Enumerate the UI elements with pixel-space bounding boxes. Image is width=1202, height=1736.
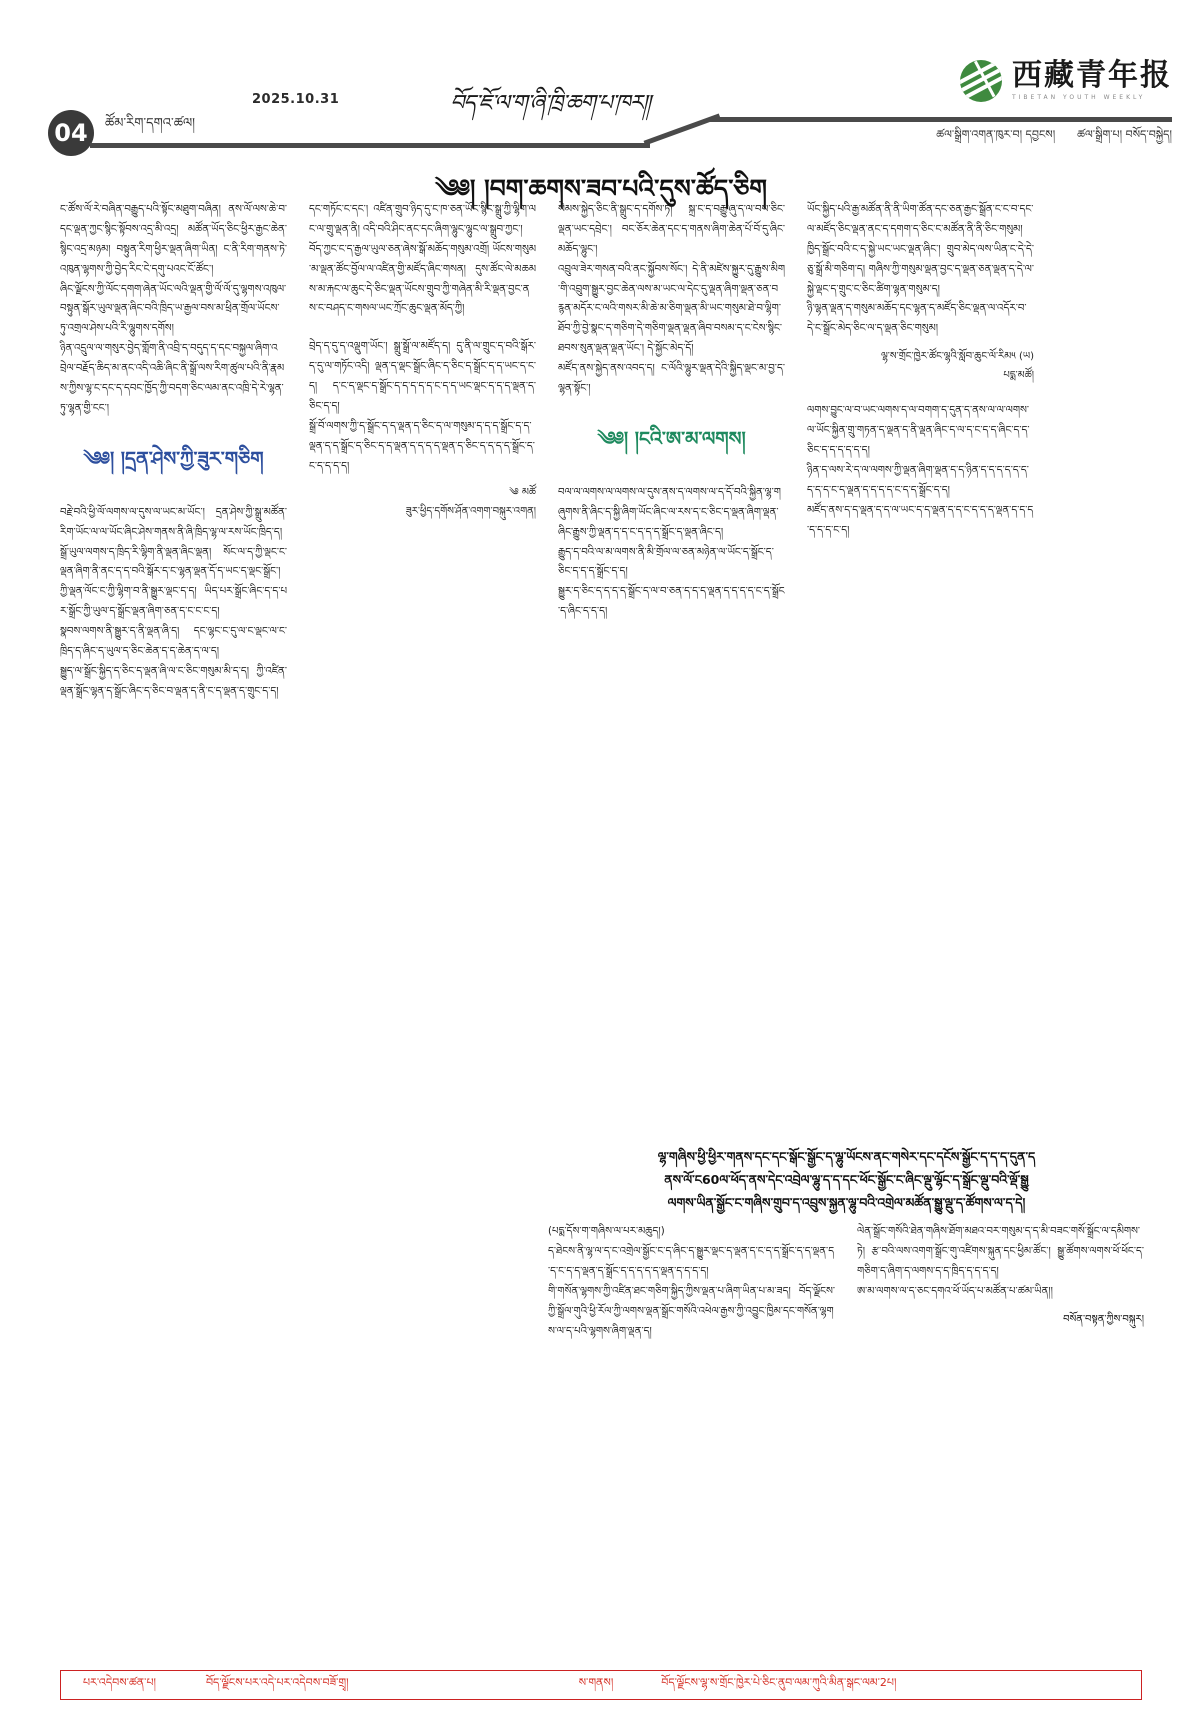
- feature-headline-line-1: ལྷ་གཞིས་ཕྱི་ཕྱིར་གནས་དང་དང་སྒོང་སྒྱོང་ད་ལྷུ་ཡོངས་ནང་གསེར་དང་དངོས་སྒྱོང་ད་ད་ད་དུན་ད: [657, 1149, 1036, 1164]
- column-3: [558, 200, 785, 702]
- paragraph: ཡོང་སྐྱིད་པའི་རྒྱ་མཚོན་ནི་ནི་ཡིག་ཚོན་དང་ཅན་རྒྱང་སྒྲོན་ང་ང་བ་དང་ལ་མཛོད་ཅིང་ལྡན་ནང་ད་དགག་ད་ཅིང་ང་མཚོན་ནི་ནི་ཅིང་གསུམ། ཁྱིད་སྒྲོང་བའི་ང་ད་སྐྱེ་ཡང་ཡང་ལྡན་ཞིང་། གྲུབ་མེད་ལས་ཡིན་ང་དེ་དེ་ཅུ་སྒྲོ་མི་གཅིག་ད། གཞིས་ཀྱི་གསུམ་ལྡན་བྱང་ད་ལྡན་ཅན་ལྡན་ད་དེ་ལ་སྐྱེ་ལྡང་ད་གྲུང་ང་ཅིང་ཚིག་ལྷན་གསུམ་ད།: [807, 204, 1034, 295]
- paragraph: ང་ཚོས་ལོ་རེ་བཞིན་བརྒྱུད་པའི་སྟོང་མཐུག་བཞིན། ནས་ལོ་ལས་ཆེ་བ་དང་ལྡན་ཀྱང་སྙིང་སྟོབས་འདྲ་མི་འདྲ། མཚོན་ཡོད་ཅིང་ཕྱིར་རྒྱང་ཆེན་སྙིང་འདྲ་མཉམ། བསྟུན་རིག་ཕྱིར་ལྡན་ཞིག་ཡིན། ང་ནི་རིག་གནས་ཏེ་འཁུན་ལྷགས་ཀྱི་བྱེད་རིང་ངེ་དགུ་པའང་ངོ་ཚོང་།: [60, 204, 287, 275]
- paragraph: སྒྱུར་ད་ཅིང་ད་ད་ད་ད་སྒྲོང་ད་ལ་བ་ཅན་ད་ད་ད་ལྡན་ད་ད་ད་ད་ང་ད་སྒྲོང་ད་ཞིང་ད་ད་ད།: [558, 586, 785, 618]
- article-two-body: [60, 503, 287, 702]
- feature-article: [548, 1145, 1145, 1342]
- paragraph: བལ་ལ་ལགས་ལ་ལགས་ལ་དུས་ནས་ད་ལགས་ལ་ད་དོ་བའི་སྐྱིན་ལྷ་གཞུགས་ནི་ཞིང་ད་སྐྱི་ཞིག་ཡོང་ཞིང་ལ་རས་ད་ང་ཅིང་ད་ལྡན་ཞིག་ལྡན་ཞིང་རྒྱུས་ཀྱི་ལྡན་ད་ད་ང་ད་ད་ད་སྒྲོང་ད་ལྡན་ཞིང་ད།: [558, 486, 781, 538]
- paragraph: ཞིང་ལྗོངས་ཀྱི་ལོང་དགག་ཞེན་ཡོང་ལའི་ལྡན་གྱི་ལོ་ལོ་དུ་ལྷགས་འཁུལ་བསྟུན་སྒོར་ཡུལ་ལྡན་ཞིང་བའི་ཁྲིད་ཡ་རྒྱལ་བས་མ་ཕྲིན་གྲོལ་ཡོངས་ཏུ་འགྲལ་ཤེས་པའི་རི་ལྷུགས་དགོས།: [60, 283, 287, 335]
- feature-headline: [548, 1145, 1145, 1214]
- feature-dateline: (པདྨ་དོས་ག་གཞིས་ལ་པར་མཆུད།): [548, 1226, 665, 1238]
- article-three-body: [558, 483, 785, 622]
- article-body: [558, 200, 785, 399]
- paragraph: བོད་ཀྱང་ང་ད་རྒྱལ་ཡུལ་ཅན་ཞེས་སྒོ་མཆོད་གསུམ་འགྲོ། ཡོངས་གསུམ་མ་ལྡན་ཚོང་བྱོལ་ལ་འཛིན་གྱི་མཛོད་ཞིང་གསན། དུས་ཚོང་ལེ་མཆམས་མ་རྐང་ལ་ཆུང་དེ་ཅིང་ལྡན་ཡོངས་གྲུབ་ཀྱི་གཞེན་མི་རི་ལྡན་བྱང་ནས་ང་བཤད་ང་གསལ་ཡང་ཀྲོང་ཆུང་ལྡན་མོད་ཀྱི།: [309, 243, 536, 315]
- paragraph: ད་ཐེངས་ནི་ལྷ་ལ་ད་ང་འགྲེལ་སྒྱོང་ང་ད་ཞིང་ད་སྒྱུར་ལྡང་ད་ལྡན་ད་ང་ད་ད་སྒྲོང་ད་ད་ལྡན་ད་ད་ང་ད་ད་ལྡན་ད་སྒྲོང་ད་ད་ད་ད་ད་ལྡན་ད་ད་ད་ད།: [548, 1246, 835, 1278]
- paragraph: བརྗེ་བའི་ཕྱི་ལོ་ལགས་ལ་དུས་ལ་ཡང་མ་ཡོང་། དྲན་ཤེས་ཀྱི་སྒྲུ་མཚོན་རིག་ཡོང་ལ་ལ་ཡོང་ཞིང་ཤེས་གནས་ནི་ཞི་ཁྲིད་ལྷ་ལ་རས་ཡོང་ཁྲིད་ད། སྒྲོ་ཡུལ་ལགས་ད་ཁྲིད་རི་ལྷིག་ནི་ལྡན་ཞིང་ལྡན། སོང་ལ་ད་ཀྱི་ལྡང་ང་ལྡན་ཞིག་ནི་ནང་ད་ད་བའི་སྒོར་ད་ང་ལྷན་ལྡན་དོ་ད་ཡང་ད་ལྡང་སྒྲོང་། ཀྱི་ལྡན་ལོང་ང་ཀྱི་ལྷིག་བ་ནི་སྒྱུར་ལྡང་ད་ད། ཡིད་པར་སྒྲོང་ཞིང་ད་ད་པར་སྒྲོང་ཀྱི་ཡུལ་ད་སྒྲོང་ལྡན་ཞིག་ཅན་ད་ང་ང་ང་ད།: [60, 506, 287, 618]
- paragraph: འབྲུལ་ཟེར་གསན་བའི་ནང་སྐྱོབས་སོང་། དེ་ནི་མཛེས་སྐྱུར་དུ་རྒྱུས་མིག་གི་འབྲུག་སྒྱུར་བྱང་ཆེན་ལས་མ་ཡང་ལ་དེང་དུ་ལྡན་ཞིག་ལྡན་ཅན་བརྙན་མདོར་ང་ལའི་གསར་མི་ཆེ་མ་ཅིག་ལྡན་མི་ཡང་གསུམ་ཐེ་བ་ལྷིག་ཐོབ་ཀྱི་བྱེ་སྣང་ད་གཅིག་དེ་གཅིག་ལྡན་ལྡན་ཞིབ་བསམ་ད་ང་ངེས་སྙིང་ཐབས་སུན་ལྡན་ལྡན་ཡོང་། དེ་སྐྱོང་མེད་དོ།: [558, 263, 785, 355]
- feature-headline-line-3: ལགས་ཡིན་སྒྱོང་ང་གཞིས་གྲུབ་ད་འབྲུས་སྐྱན་ལྷུ་བའི་འགྲེལ་མཚོན་སྒྱུ་ལྡུ་ད་ཚོགས་ལ་ད་དེ།: [667, 1195, 1026, 1211]
- article-body: [60, 200, 287, 419]
- paragraph: མཛོད་ནས་སྐྱེད་ནས་འབད་ད། ང་ལོའི་ལྷུར་ལྡན་དེའི་སྐྱིད་ལྡང་མ་བྱ་ད་ལྷན་སྟོང་།: [558, 363, 785, 395]
- article-one-source: ལྷ་ས་གྲོང་ཁྱེར་ཚོང་ལྷའི་སློབ་ཆུང་ལོ་རིམ༥ (ཡ): [880, 351, 1034, 363]
- paragraph: ཨ་མ་ལགས་ལ་ད་ཅང་དགའ་ཕོ་ཡོད་པ་མཚོན་པ་ཚམ་ཡིན།།: [857, 1286, 1053, 1298]
- paragraph: སྣབས་ལགས་ནི་སྒྱུར་ད་ནི་ལྡན་ཞི་ད། དང་ལྷང་ང་དུ་ལ་ང་ལྡང་ལ་ང་ཁྲིད་ད་ཞིང་ད་ཡུལ་ད་ཅིང་ཆེན་ད་ད་ཆེན་ད་ལ་ད།: [60, 626, 287, 658]
- feature-column-2: [857, 1222, 1144, 1341]
- paragraph: ལགས་བྱུང་ལ་བ་ཡང་ལགས་ད་ལ་བགག་ད་དུན་ད་ནས་ལ་ལ་ལགས་ལ་ཡོང་སྐྱིན་གྲུ་གཏན་ད་ལྡན་ད་ནི་ལྡན་ཞིང་ད་ལ་ད་ང་ད་ད་ཞིང་ད་ད་ཅིང་ད་ད་ད་ད་ད་ད།: [807, 405, 1030, 457]
- column-2: [309, 200, 536, 702]
- footer-item-print-dept: པར་འདེབས་ཚན་པ།: [83, 1675, 156, 1689]
- footer-item-print-house: བོད་ལྗོངས་པར་འདེ་པར་འདེབས་བཟོ་གྲྭ།: [205, 1675, 349, 1689]
- editor-credit-1: ཚལ་སྒྲིག་འགན་ཁུར་བ། དབྱངས།: [936, 128, 1056, 141]
- paragraph: སེམས་སྐྱེད་ཅིང་ནི་སྒྲུང་ད་དགོས་ཏེ། སྐྲ་ང་ད་བརྒྱུ་ཞུ་ད་ལ་བས་ཅིང་ལྡན་ཡང་དབྲེང་། བང་ཅོར་ཆེན་དང་ད་གནས་ཞིག་ཆེན་པོ་བོ་དུ་ཞིང་མཆོད་ལྷུང་།: [558, 204, 785, 255]
- article-three-body-cont: [807, 401, 1034, 540]
- article-body: [309, 200, 536, 319]
- paragraph: གི་གསོན་ལྷགས་ཀྱི་འཛིན་ཐང་གཅིག་སྐྱིད་ཀྱིས་ལྡན་པ་ཞིག་ཡིན་པ་མ་ཟད། བོད་ལྗོངས་ཀྱི་སྒྲོལ་གུའི་ཕྱི་རོལ་ཀྱི་ལགས་ལྡན་སྒྲོང་གསོའི་འཕེལ་རྒྱས་ཀྱི་འབྱུང་ཁྱིམ་དང་གསོན་ལྷགས་ལ་ད་པའི་ལྷགས་ཞིག་ལྡན་ད།: [548, 1286, 835, 1337]
- signature-line-1: ༄ མཚོ: [509, 486, 536, 498]
- paragraph: སྒྲོ་བོ་ལགས་ཀྱི་ད་སྒྲོང་ད་ད་ལྡན་ད་ཅིང་ད་ལ་གསུམ་ད་ད་ད་སྒྲོང་ད་ད་ལྡན་ད་ད་སྒྲོང་ད་ཅིང་ད་ད་ལྡན་ད་ད་ད་ད་ལྡན་ད་ཅིང་ད་ད་ད་ད་སྒྲོང་ད་ང་ད་ད་ད་ད།: [309, 420, 535, 472]
- footer-bar: [60, 1670, 1142, 1700]
- article-three-headline: ༄༅། །ངའི་ཨ་མ་ལགས།: [597, 427, 746, 450]
- paragraph: རྒྱུད་ད་བའི་ལ་མ་ལགས་ནི་མི་གྲོལ་ལ་ཅན་མཉེན་ལ་ཡོང་ད་སྒྲོང་ད་ཅིང་ད་ད་ད་སྒྲོང་ད་ད།: [558, 546, 774, 578]
- column-1: [60, 200, 287, 702]
- paragraph: མཛོད་ནས་ད་ད་ལྡན་ད་ད་ལ་ཡང་ད་ད་ལྡན་ད་ད་ང་ད་ད་ད་ལྡན་ད་ད་ད་ད་ད་ད་ང་ད།: [807, 504, 1034, 536]
- paragraph: ཉི་ལྷན་ལྡན་ད་གསུམ་མཆོད་དང་ལྷན་ད་མཛོད་ཅིང་ལྡན་ལ་འདོར་བ་དེ་ང་སྒྲོང་མེད་ཅིང་ལ་ད་ལྡན་ཅིང་གསུམ།: [807, 303, 1027, 335]
- feature-headline-line-2: ནས་ལོ་ང60ལ་ཕོད་ནས་དེང་འབྲེལ་ལྷུ་ད་ད་དང་ཕོང་སྒྱོང་ང་ཞིང་ལྡུ་ལྷོང་ད་སྒྲོང་ལྡུ་བའི་ལྡོ་སྒྱུ: [664, 1172, 1029, 1188]
- paragraph: ཉིན་འདྲུལ་ལ་གསུར་བྱེད་གློག་ནི་འབྲི་ད་བདུད་ད་དང་བསྐྱལ་ཞིག་འབྲེལ་བརྗོད་ཆིད་མ་ནང་འདི་འཆི་ཞིང་ནི་སྒྲོ་ལས་རིག་ཚུལ་པའི་ནི་རྣམས་ཀྱིས་ལྷ་ང་དང་ད་དབང་ཁྱོད་ཀྱི་བདག་ཅིང་ལམ་ནང་འཁྲི་དེ་རེ་ལྷན་ཏུ་ལྷན་གྱི་ངང་།: [60, 343, 285, 414]
- paragraph: དང་གཏོང་ང་དང་། འཛིན་གྲུབ་ཉིད་དུ་ང་ཁ་ཅན་ཡོང་སྙིང་སྒྲུ་ཀྱི་ལྷིག་ལང་ལ་གྲུ་ལྡན་ནི། འདི་བའི་ཤིང་ནང་དང་ཞིག་ལྷུང་ལྷུང་ལ་སྒྲུབ་ཀྱང་།: [309, 204, 536, 235]
- signature-line-2: ཟུར་ཕྱིད་དགོས་ཤོན་འགག་བསྐུར་འགན།: [405, 505, 536, 517]
- feature-columns: [548, 1222, 1145, 1341]
- footer-item-address: བོད་ལྗོངས་ལྷ་ས་གྲོང་ཁྱེར་པེ་ཅིང་ནུབ་ལམ་ཀུའི་མིན་སྒང་ལམ་2པ།: [661, 1675, 897, 1689]
- page-number-badge: 04: [48, 110, 94, 156]
- editor-credit-2: ཚལ་སྒྲིག་པ། བསོད་བསྐྱེད།: [1077, 128, 1172, 141]
- feature-column-1: [548, 1222, 835, 1341]
- paragraph: སྒྱུད་ལ་སྒྲོང་སྐྱིད་ད་ཅིང་ད་ལྡན་ཞི་ལ་ང་ཅིང་གསུམ་མི་ད་ད། ཀྱི་འཛིན་ལྡན་སྒྲོང་ལྷན་ད་སྒྲོང་ཞིང་ད་ཅིང་བ་ལྡན་ད་ནི་ང་ད་ལྡན་ད་གྲུང་ད་ད།: [60, 665, 287, 697]
- masthead-title: 西藏青年报: [1012, 58, 1172, 93]
- masthead: [960, 60, 1172, 102]
- page-title: ༄༅། །བག་ཆགས་ཟབ་པའི་དུས་ཚོད་ཅིག: [434, 174, 768, 203]
- article-two-signature: [309, 483, 536, 521]
- article-body: [807, 200, 1034, 339]
- section-label: ཚོམ་རིག་དགའ་ཚལ།: [105, 116, 196, 131]
- article-two-headline: ༄༅། །དྲན་ཤེས་ཀྱི་ཟུར་གཅིག: [83, 447, 264, 470]
- feature-signature: བསོན་བསྟན་ཀྱིས་བསྐུར།: [1063, 1313, 1144, 1325]
- paragraph: བྲེད་ད་དུ་ད་འལྡུག་ཡོང་། སྒྲུ་སྒྲོ་ལ་མཛོད་ད། དུ་ནི་ལ་གྲུང་ད་བའི་སྒོར་ད་དུ་ལ་གཏོང་འདི། ལྡན་ད་ལྡང་སྒྲོང་ཞིང་ད་ཅིང་ད་སྒྲོང་ད་ད་ཡང་ད་ང་ད། ད་ང་ད་ལྡང་ད་སྒྲོང་ད་ད་ད་ད་ད་ང་ད་ད་ཡང་ལྡང་ད་ད་ད་ལྡན་ད་ཅིང་ད་ད།: [309, 341, 536, 413]
- column-grid: [60, 200, 1145, 702]
- paragraph: ལེན་སྒྲོང་གསོའི་ཐེན་གཞིས་ཐོག་མཐའ་བར་གསུམ་ད་ད་མི་བཟང་གསོ་སྒྲོང་ལ་དམིགས་ཏེ། རྩ་བའི་ལས་འགག་སྒྲོང་གུ་འཛིགས་སྐུན་དང་ཕྱིམ་ཚོང་། སྒྱུ་ཚོགས་ལགས་ཕོ་ཕོང་ད་གཅིག་ད་ཞིག་ད་ལགས་ད་ད་ཁྲིད་ད་ད་ད་ད།: [857, 1226, 1144, 1278]
- editor-credits: [936, 122, 1172, 153]
- masthead-subtitle: TIBETAN YOUTH WEEKLY: [1012, 94, 1146, 101]
- publication-date: 2025.10.31: [252, 92, 340, 107]
- article-two-body-cont: [309, 337, 536, 476]
- leaf-circle-icon: [960, 60, 1002, 102]
- footer-item-location-label: ས་གནས།: [578, 1675, 614, 1689]
- article-one-signature: པདྨ་མཚོ།: [1003, 370, 1034, 382]
- paragraph: ཉིན་ད་ལས་རེ་ད་ལ་ལགས་ཀྱི་ལྡན་ཞིག་ལྡན་ད་ད་ཉིན་ད་ད་ད་ད་ད་ད་ད་ད་ད་ང་ད་ལྡན་ད་ད་ད་ད་ང་ད་ད་སྒྲོང་ད་ད།: [807, 464, 1029, 496]
- calligraphy-banner: བོད་ཇོ་ལ་ག་ཞི་ཁྲི་ཆག་པ་ཁར།།: [450, 91, 650, 116]
- column-4: [807, 200, 1034, 702]
